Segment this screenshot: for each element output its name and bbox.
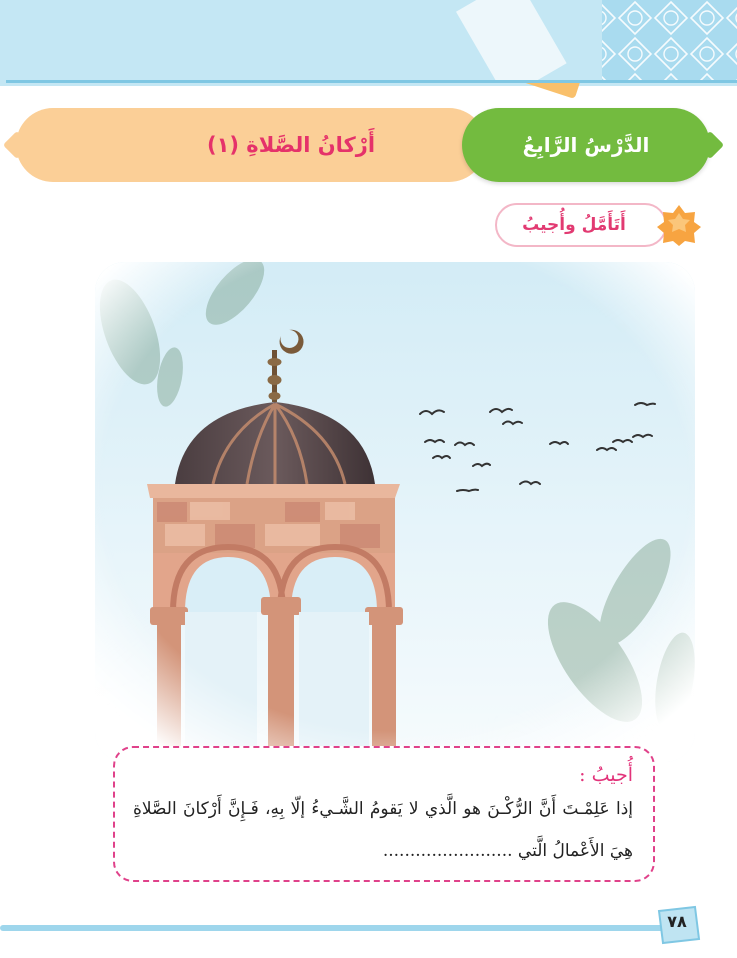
answer-text[interactable]: إذا عَلِمْـتَ أَنَّ الرُّكْـنَ هو الَّذي لا يَقومُ الشَّـيءُ إلّا بِهِ، فَـإِنَّ أَرْكانَ الصَّلاةِ هِيَ الأَعْمالُ الَّتي ........................ [133,799,633,861]
footer-line [0,925,667,931]
page-number: ٧٨ [667,912,687,931]
banner-divider [6,80,737,83]
dome-illustration [95,262,695,762]
answer-heading: أُجيبُ : [579,764,633,786]
lesson-title: أَرْكانُ الصَّلاةِ (١) [206,133,376,157]
lesson-number-bar [462,108,710,182]
answer-box [113,746,655,882]
lesson-label: الدَّرْسُ الرَّابِعُ [522,133,650,157]
activity-tag [495,203,667,247]
flower-icon [656,203,702,247]
activity-label: أَتَأَمَّلُ وأُجيبُ [522,215,626,235]
geometric-pattern [437,0,737,82]
topic-title-bar [16,108,486,182]
